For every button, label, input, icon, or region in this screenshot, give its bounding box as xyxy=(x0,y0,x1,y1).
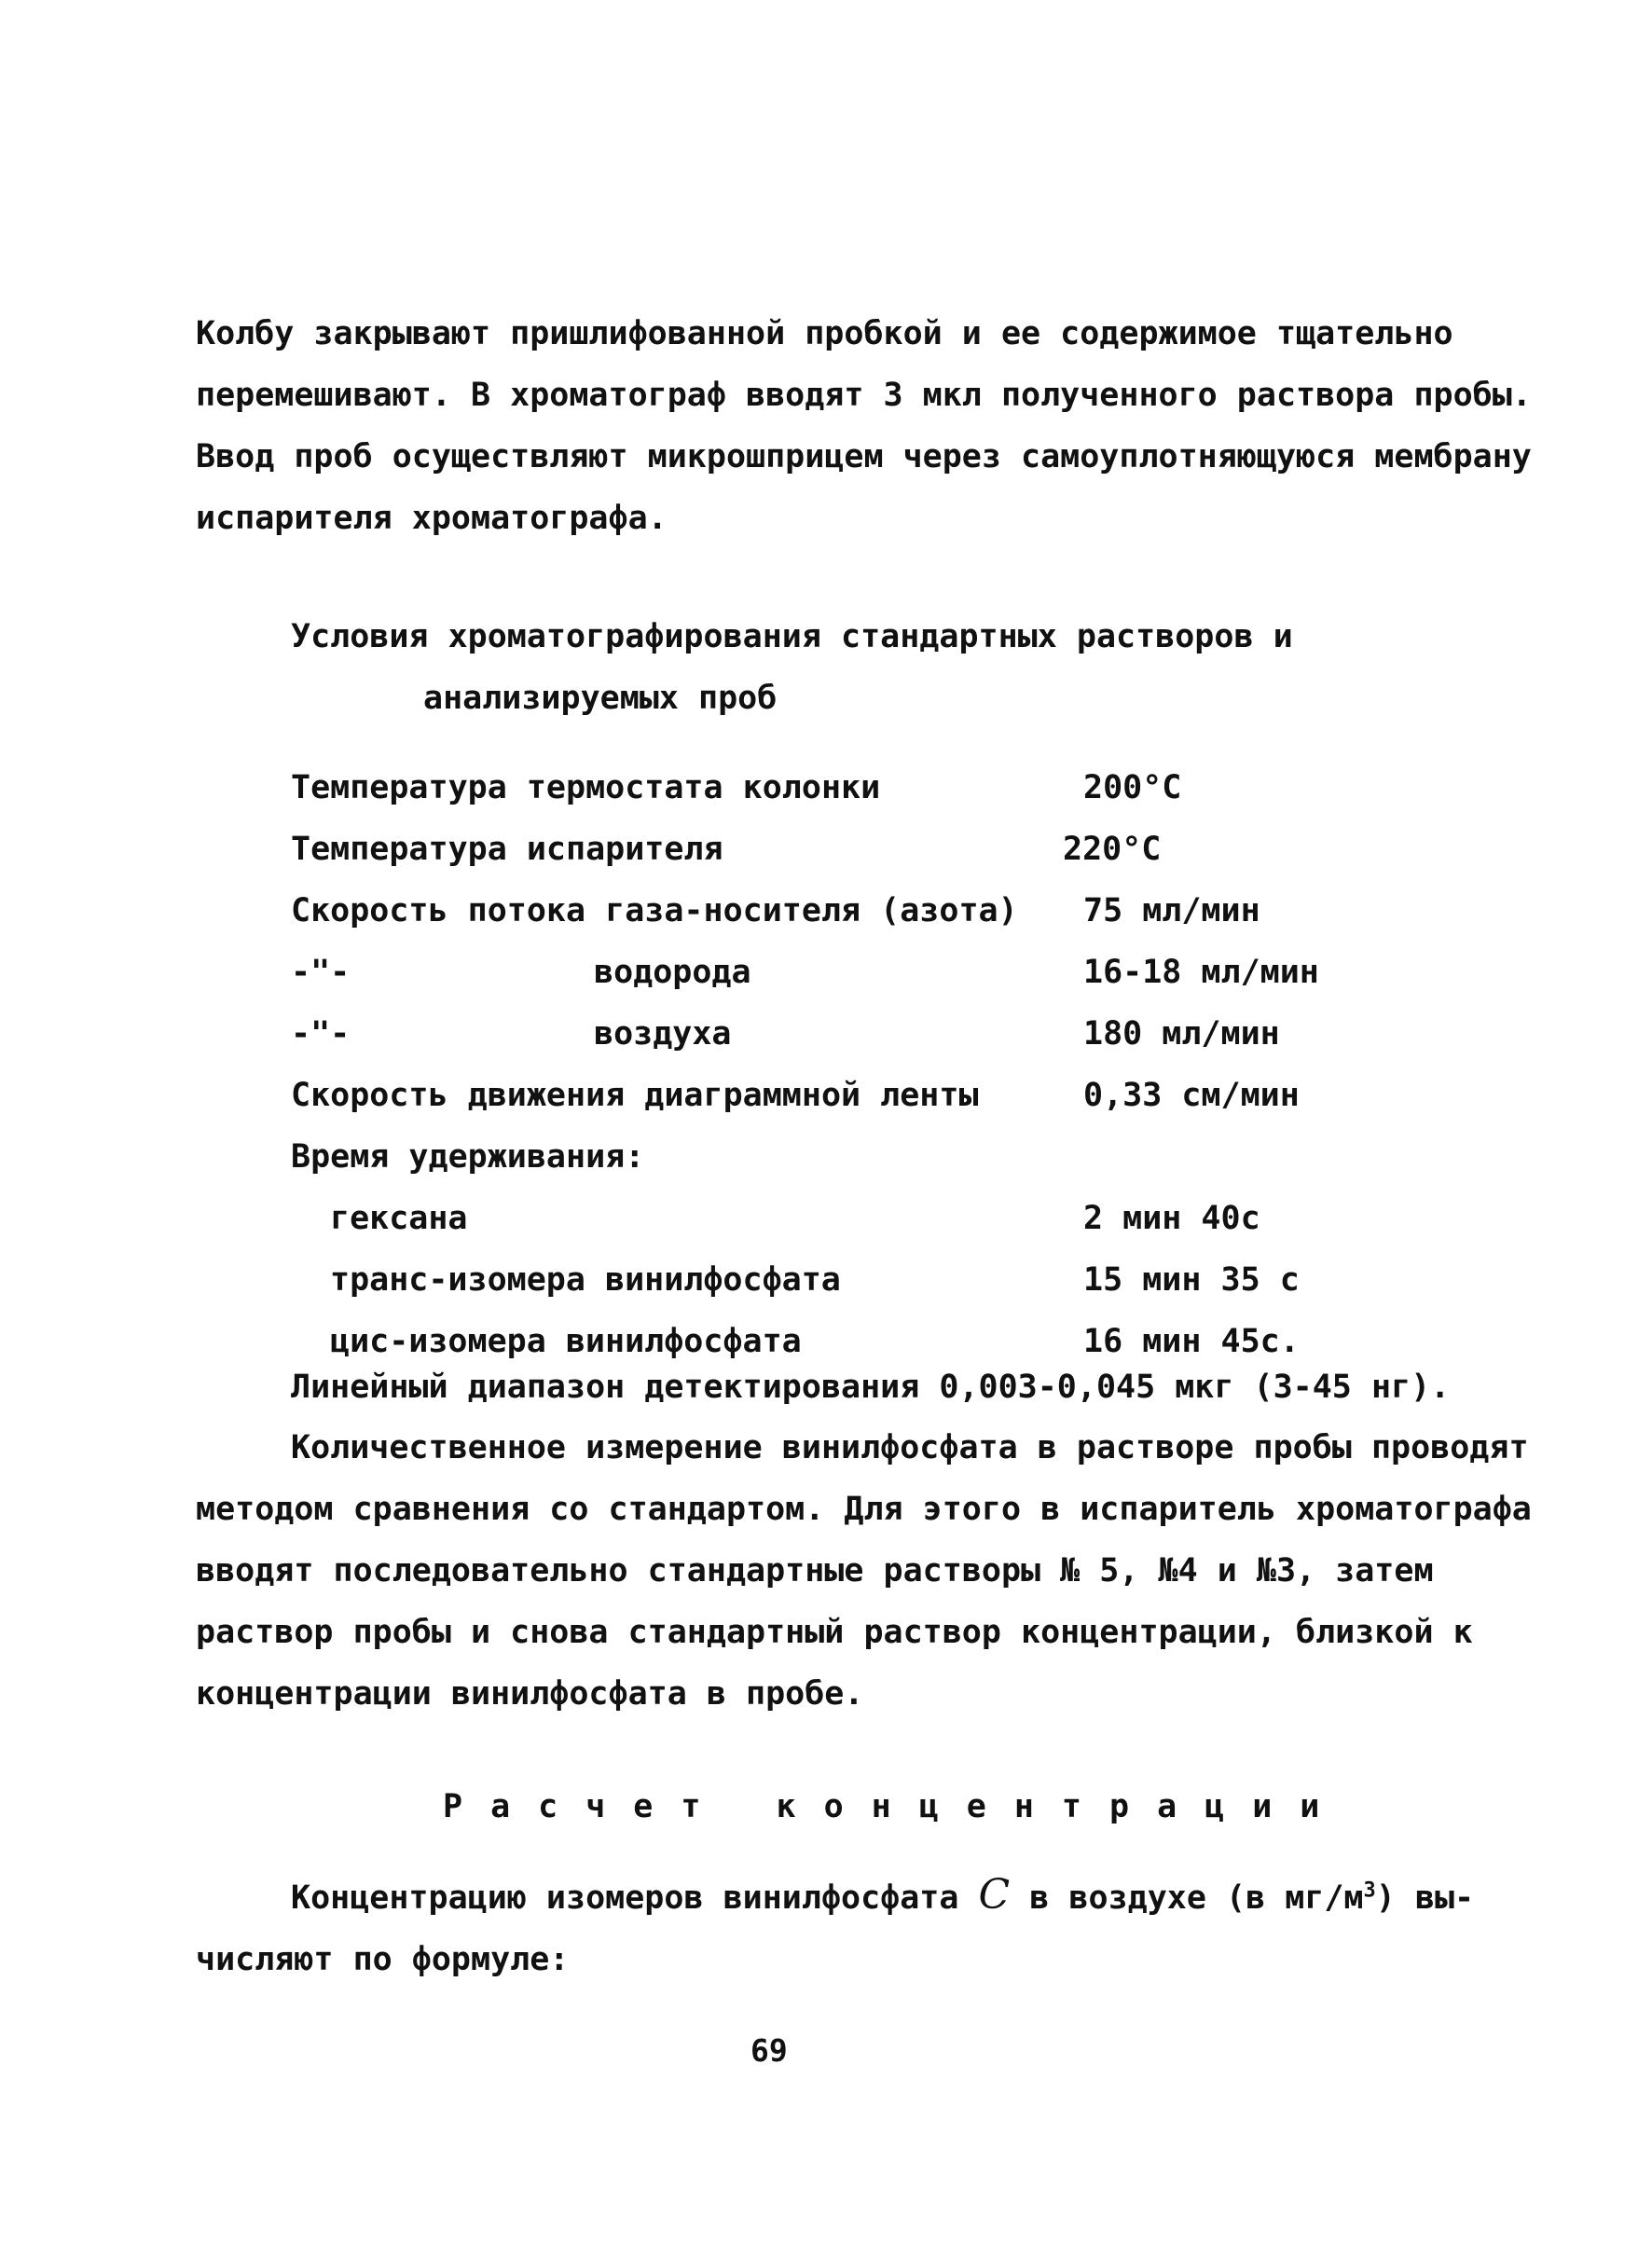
param-label: цис-изомера винилфосфата xyxy=(330,1323,802,1360)
param-row xyxy=(291,1003,1363,1065)
param-row xyxy=(291,880,1363,942)
intro-line: испарителя хроматографа. xyxy=(196,500,668,537)
intro-line: перемешивают. В хроматограф вводят 3 мкл полученного раствора пробы. xyxy=(196,377,1532,414)
quantification-paragraph xyxy=(196,1417,1532,1725)
conditions-heading xyxy=(291,606,1293,729)
page-number: 69 xyxy=(750,2032,788,2069)
calc-text: ) вы- xyxy=(1375,1879,1475,1917)
calc-text: Концентрацию изомеров винилфосфата xyxy=(291,1879,959,1917)
paragraph-line: вводят последовательно стандартные растворы № 5, №4 и №3, затем xyxy=(196,1552,1434,1590)
section-title: Расчет концентрации xyxy=(443,1788,1348,1825)
param-label: Скорость движения диаграммной ленты xyxy=(291,1077,979,1114)
ditto-mark: -"- xyxy=(291,954,351,991)
param-value: 220°С xyxy=(1063,831,1162,868)
param-row xyxy=(291,1249,1363,1311)
param-value: 180 мл/мин xyxy=(1083,1015,1280,1053)
param-label: Температура испарителя xyxy=(291,831,723,868)
ditto-mark: -"- xyxy=(291,1015,351,1053)
paragraph-line: концентрации винилфосфата в пробе. xyxy=(196,1675,864,1713)
paragraph-line: методом сравнения со стандартом. Для этого в испаритель хроматографа xyxy=(196,1491,1532,1528)
param-label: Время удерживания: xyxy=(291,1138,645,1176)
paragraph-line: раствор пробы и снова стандартный раствор концентрации, близкой к xyxy=(196,1614,1473,1651)
calc-line-2: числяют по формуле: xyxy=(196,1941,570,1978)
param-value: 75 мл/мин xyxy=(1083,892,1260,929)
conditions-heading-line2: анализируемых проб xyxy=(423,680,778,717)
param-value: 16 мин 45с. xyxy=(1083,1323,1300,1360)
param-row xyxy=(291,1188,1363,1249)
param-row xyxy=(291,757,1363,819)
param-row xyxy=(291,1126,1363,1188)
linear-range-text: Линейный диапазон детектирования 0,003-0,045 мкг (3-45 нг). xyxy=(291,1369,1451,1406)
gas-label: воздуха xyxy=(594,1015,732,1053)
intro-line: Колбу закрывают пришлифованной пробкой и ее содержимое тщательно xyxy=(196,315,1453,352)
param-row xyxy=(291,1065,1363,1126)
param-value: 2 мин 40с xyxy=(1083,1200,1260,1237)
param-row xyxy=(291,819,1363,880)
param-label: транс-изомера винилфосфата xyxy=(330,1261,841,1299)
calc-line-1 xyxy=(196,1865,1501,1929)
conditions-heading-line1: Условия хроматографирования стандартных растворов и xyxy=(291,618,1293,655)
param-value: 16-18 мл/мин xyxy=(1083,954,1319,991)
calculation-paragraph xyxy=(196,1865,1501,1990)
param-label: Скорость потока газа-носителя (азота) xyxy=(291,892,1018,929)
paragraph-line: Количественное измерение винилфосфата в растворе пробы проводят xyxy=(291,1429,1529,1466)
concentration-symbol: C xyxy=(978,1871,1011,1919)
calc-text: в воздухе (в мг/м xyxy=(1029,1879,1364,1917)
param-value: 15 мин 35 с xyxy=(1083,1261,1300,1299)
param-value: 200°С xyxy=(1083,769,1182,806)
param-row xyxy=(291,942,1363,1003)
intro-paragraph xyxy=(196,303,1532,549)
unit-exponent: 3 xyxy=(1363,1879,1376,1903)
conditions-table xyxy=(291,757,1363,1372)
param-label: Температура термостата колонки xyxy=(291,769,881,806)
param-value: 0,33 см/мин xyxy=(1083,1077,1300,1114)
param-label: гексана xyxy=(330,1200,468,1237)
gas-label: водорода xyxy=(594,954,751,991)
intro-line: Ввод проб осуществляют микрошприцем через самоуплотняющуюся мембрану xyxy=(196,438,1532,475)
